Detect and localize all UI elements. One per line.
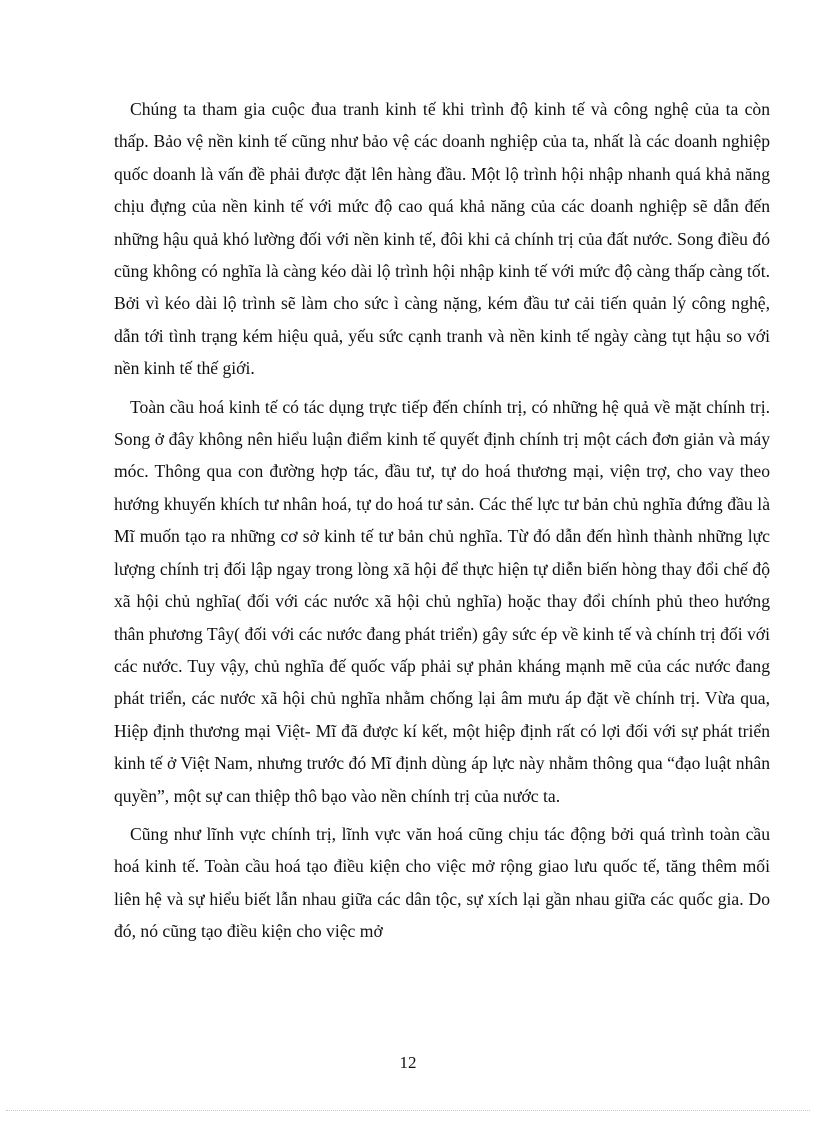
paragraph-economic-integration: Chúng ta tham gia cuộc đua tranh kinh tế khi trình độ kinh tế và công nghệ của ta còn thấp. Bảo vệ nền kinh tế cũng như bảo vệ các doanh nghiệp của ta, nhất là các doanh nghiệp quốc doanh là vấn đề phải được đặt lên hàng đầu. Một lộ trình hội nhập nhanh quá khả năng chịu đựng của nền kinh tế với mức độ cao quá khả năng của các doanh nghiệp sẽ dẫn đến những hậu quả khó lường đối với nền kinh tế, đôi khi cả chính trị của đất nước. Song điều đó cũng không có nghĩa là càng kéo dài lộ trình hội nhập kinh tế với mức độ càng thấp càng tốt. Bởi vì kéo dài lộ trình sẽ làm cho sức ì càng nặng, kém đầu tư cải tiến quản lý công nghệ, dẫn tới tình trạng kém hiệu quả, yếu sức cạnh tranh và nền kinh tế ngày càng tụt hậu so với nền kinh tế thế giới. [114,99,770,379]
page-bottom-divider [6,1110,810,1111]
paragraph-cultural-impact: Cũng như lĩnh vực chính trị, lĩnh vực văn hoá cũng chịu tác động bởi quá trình toàn cầu hoá kinh tế. Toàn cầu hoá tạo điều kiện cho việc mở rộng giao lưu quốc tế, tăng thêm mối liên hệ và sự hiểu biết lẫn nhau giữa các dân tộc, sự xích lại gần nhau giữa các quốc gia. Do đó, nó cũng tạo điều kiện cho việc mở [114,823,770,942]
page-number: 12 [399,1053,417,1072]
body-text [114,93,770,948]
paragraph-political-impact: Toàn cầu hoá kinh tế có tác dụng trực tiếp đến chính trị, có những hệ quả về mặt chính trị. Song ở đây không nên hiểu luận điểm kinh tế quyết định chính trị một cách đơn giản và máy móc. Thông qua con đường hợp tác, đầu tư, tự do hoá thương mại, viện trợ, cho vay theo hướng khuyến khích tư nhân hoá, tự do hoá tư sản. Các thế lực tư bản chủ nghĩa đứng đầu là Mĩ muốn tạo ra những cơ sở kinh tế tư bản chủ nghĩa. Từ đó dẫn đến hình thành những lực lượng chính trị đối lập ngay trong lòng xã hội để thực hiện tự diễn biến hòng thay đổi chế độ xã hội chủ nghĩa( đối với các nước xã hội chủ nghĩa) hoặc thay đổi chính phủ theo hướng thân phương Tây( đối với các nước đang phát triển) gây sức ép về kinh tế và chính trị đối với các nước. Tuy vậy, chủ nghĩa đế quốc vấp phải sự phản kháng mạnh mẽ của các nước đang phát triển, các nước xã hội chủ nghĩa nhằm chống lại âm mưu áp đặt về chính trị. Vừa qua, Hiệp định thương mại Việt- Mĩ đã được kí kết, một hiệp định rất có lợi đối với sự phát triển kinh tế ở Việt Nam, nhưng trước đó Mĩ định dùng áp lực này nhằm thông qua “đạo luật nhân quyền”, một sự can thiệp thô bạo vào nền chính trị của nước ta. [114,396,770,806]
